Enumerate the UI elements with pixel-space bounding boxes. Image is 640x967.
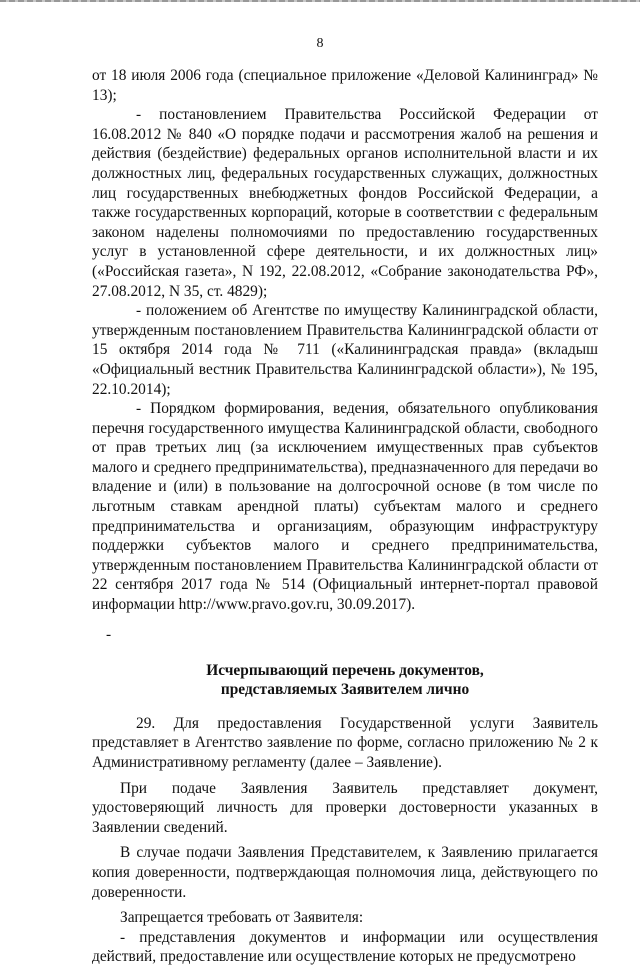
stray-bullet-mark: - bbox=[106, 625, 112, 643]
paragraph-agency-regulation: - положением об Агентстве по имуществу Калининградской области, утвержденным постановлением Правительства Калининградской области от 15 октября 2014 года № 711 («Калининградская правда» (вкладыш «Официальный вестник Правительства Калининградской области»), № 195, 22.10.2014); bbox=[92, 302, 598, 398]
section-heading bbox=[92, 661, 598, 700]
paragraph-clause-29: 29. Для предоставления Государственной услуги Заявитель представляет в Агентство заявление по форме, согласно приложению № 2 к Административному регламенту (далее – Заявление). bbox=[92, 714, 598, 771]
paragraph-prohibited-item-1: - представления документов и информации или осуществления действий, предоставление или осуществление которых не предусмотрено bbox=[92, 928, 598, 966]
paragraph-law-ref-end: от 18 июля 2006 года (специальное приложение «Деловой Калининград» № 13); bbox=[92, 67, 598, 104]
scan-edge-line bbox=[0, 0, 640, 2]
paragraph-property-list-procedure: - Порядком формирования, ведения, обязательного опубликования перечня государственного имущества Калининградской области, свободного от прав третьих лиц (за исключением имущественных прав субъектов малого и среднего предпринимательства), предназначенного для передачи во владение и (или) в пользование на долгосрочной основе (в том числе по льготным ставкам арендной платы) субъектам малого и среднего предпринимательства и организациям, образующим инфраструктуру поддержки субъектов малого и среднего предпринимательства, утвержденным постановлением Правительства Калининградской области от 22 сентября 2017 года № 514 (Официальный интернет-портал правовой информации http://www.pravo.gov.ru, 30.09.2017). bbox=[92, 400, 598, 614]
paragraph-identity-document: При подаче Заявления Заявитель представляет документ, удостоверяющий личность для проверки достоверности указанных в Заявлении сведений. bbox=[92, 779, 598, 836]
paragraph-prohibited: Запрещается требовать от Заявителя: bbox=[120, 909, 364, 927]
heading-line-1: Исчерпывающий перечень документов, bbox=[206, 661, 484, 679]
page-number: 8 bbox=[316, 36, 324, 51]
paragraph-representative: В случае подачи Заявления Представителем, к Заявлению прилагается копия доверенности, подтверждающая полномочия лица, действующего по доверенности. bbox=[92, 844, 598, 901]
document-body bbox=[92, 66, 598, 967]
paragraph-decree-840: - постановлением Правительства Российской Федерации от 16.08.2012 № 840 «О порядке подачи и рассмотрения жалоб на решения и действия (бездействие) федеральных органов исполнительной власти и их должностных лиц, федеральных государственных служащих, должностных лиц государственных внебюджетных фондов Российской Федерации, а также государственных корпораций, которые в соответствии с федеральным законом наделены полномочиями по предоставлению государственных услуг в установленной сфере деятельности, и их должностных лиц» («Российская газета», N 192, 22.08.2012, «Собрание законодательства РФ», 27.08.2012, N 35, ст. 4829); bbox=[92, 106, 598, 300]
heading-line-2: представляемых Заявителем лично bbox=[220, 681, 470, 699]
